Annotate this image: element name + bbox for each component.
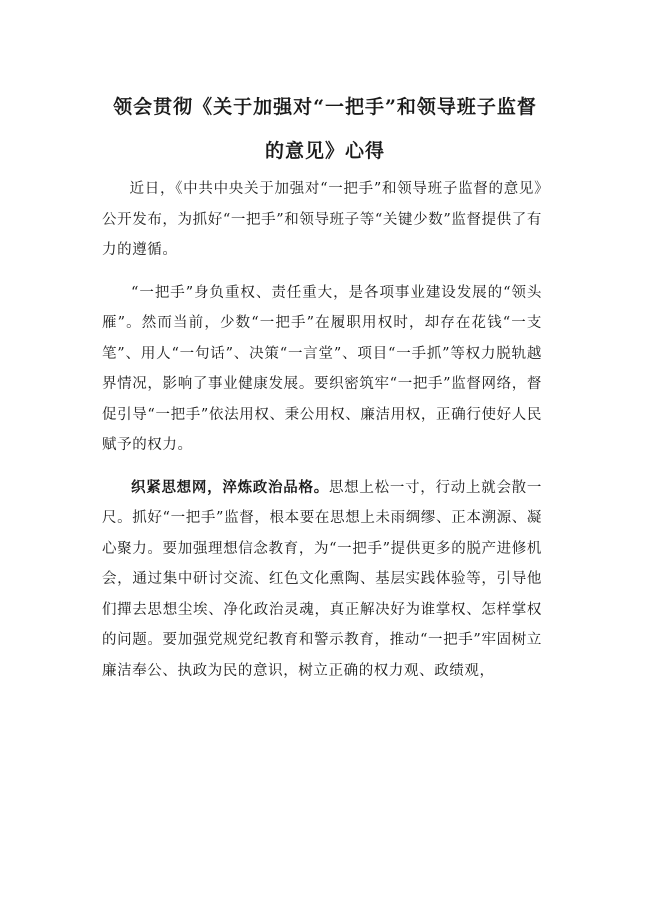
paragraph-3 bbox=[102, 473, 542, 687]
paragraph-text: 思想上松一寸，行动上就会散一尺。抓好“一把手”监督，根本要在思想上未雨绸缪、正本溯源、凝心聚力。要加强理想信念教育，为“一把手”提供更多的脱产进修机会，通过集中研讨交流、红色文化熏陶、基层实践体验等，引导他们撣去思想尘埃、净化政治灵魂，真正解决好为谁掌权、怎样掌权的问题。要加强党规党纪教育和警示教育，推动“一把手”牢固树立廉洁奉公、执政为民的意识，树立正确的权力观、政绩观， bbox=[102, 479, 542, 679]
paragraph-1 bbox=[102, 174, 542, 266]
paragraph-text: 近日，《中共中央关于加强对“一把手”和领导班子监督的意见》公开发布，为抓好“一把手”和领导班子等“关键少数”监督提供了有力的遵循。 bbox=[102, 181, 542, 258]
document-title-line-1: 领会贯彻《关于加强对“一把手”和领导班子监督 bbox=[113, 96, 537, 118]
paragraph-text: “一把手”身负重权、责任重大，是各项事业建设发展的“领头雁”。然而当前，少数“一把手”在履职用权时，却存在花钱“一支笔”、用人“一句话”、决策“一言堂”、项目“一手抓”等权力脱轨越界情况，影响了事业健康发展。要织密筑牢“一把手”监督网络，督促引导“一把手”依法用权、秉公用权、廉洁用权，正确行使好人民赋予的权力。 bbox=[102, 284, 542, 453]
paragraph-lead-heading: 织紧思想网，淬炼政治品格。 bbox=[131, 478, 329, 496]
paragraph-2 bbox=[102, 278, 542, 461]
document-title-line-2: 的意见》心得 bbox=[264, 140, 385, 162]
document-body bbox=[102, 174, 542, 698]
